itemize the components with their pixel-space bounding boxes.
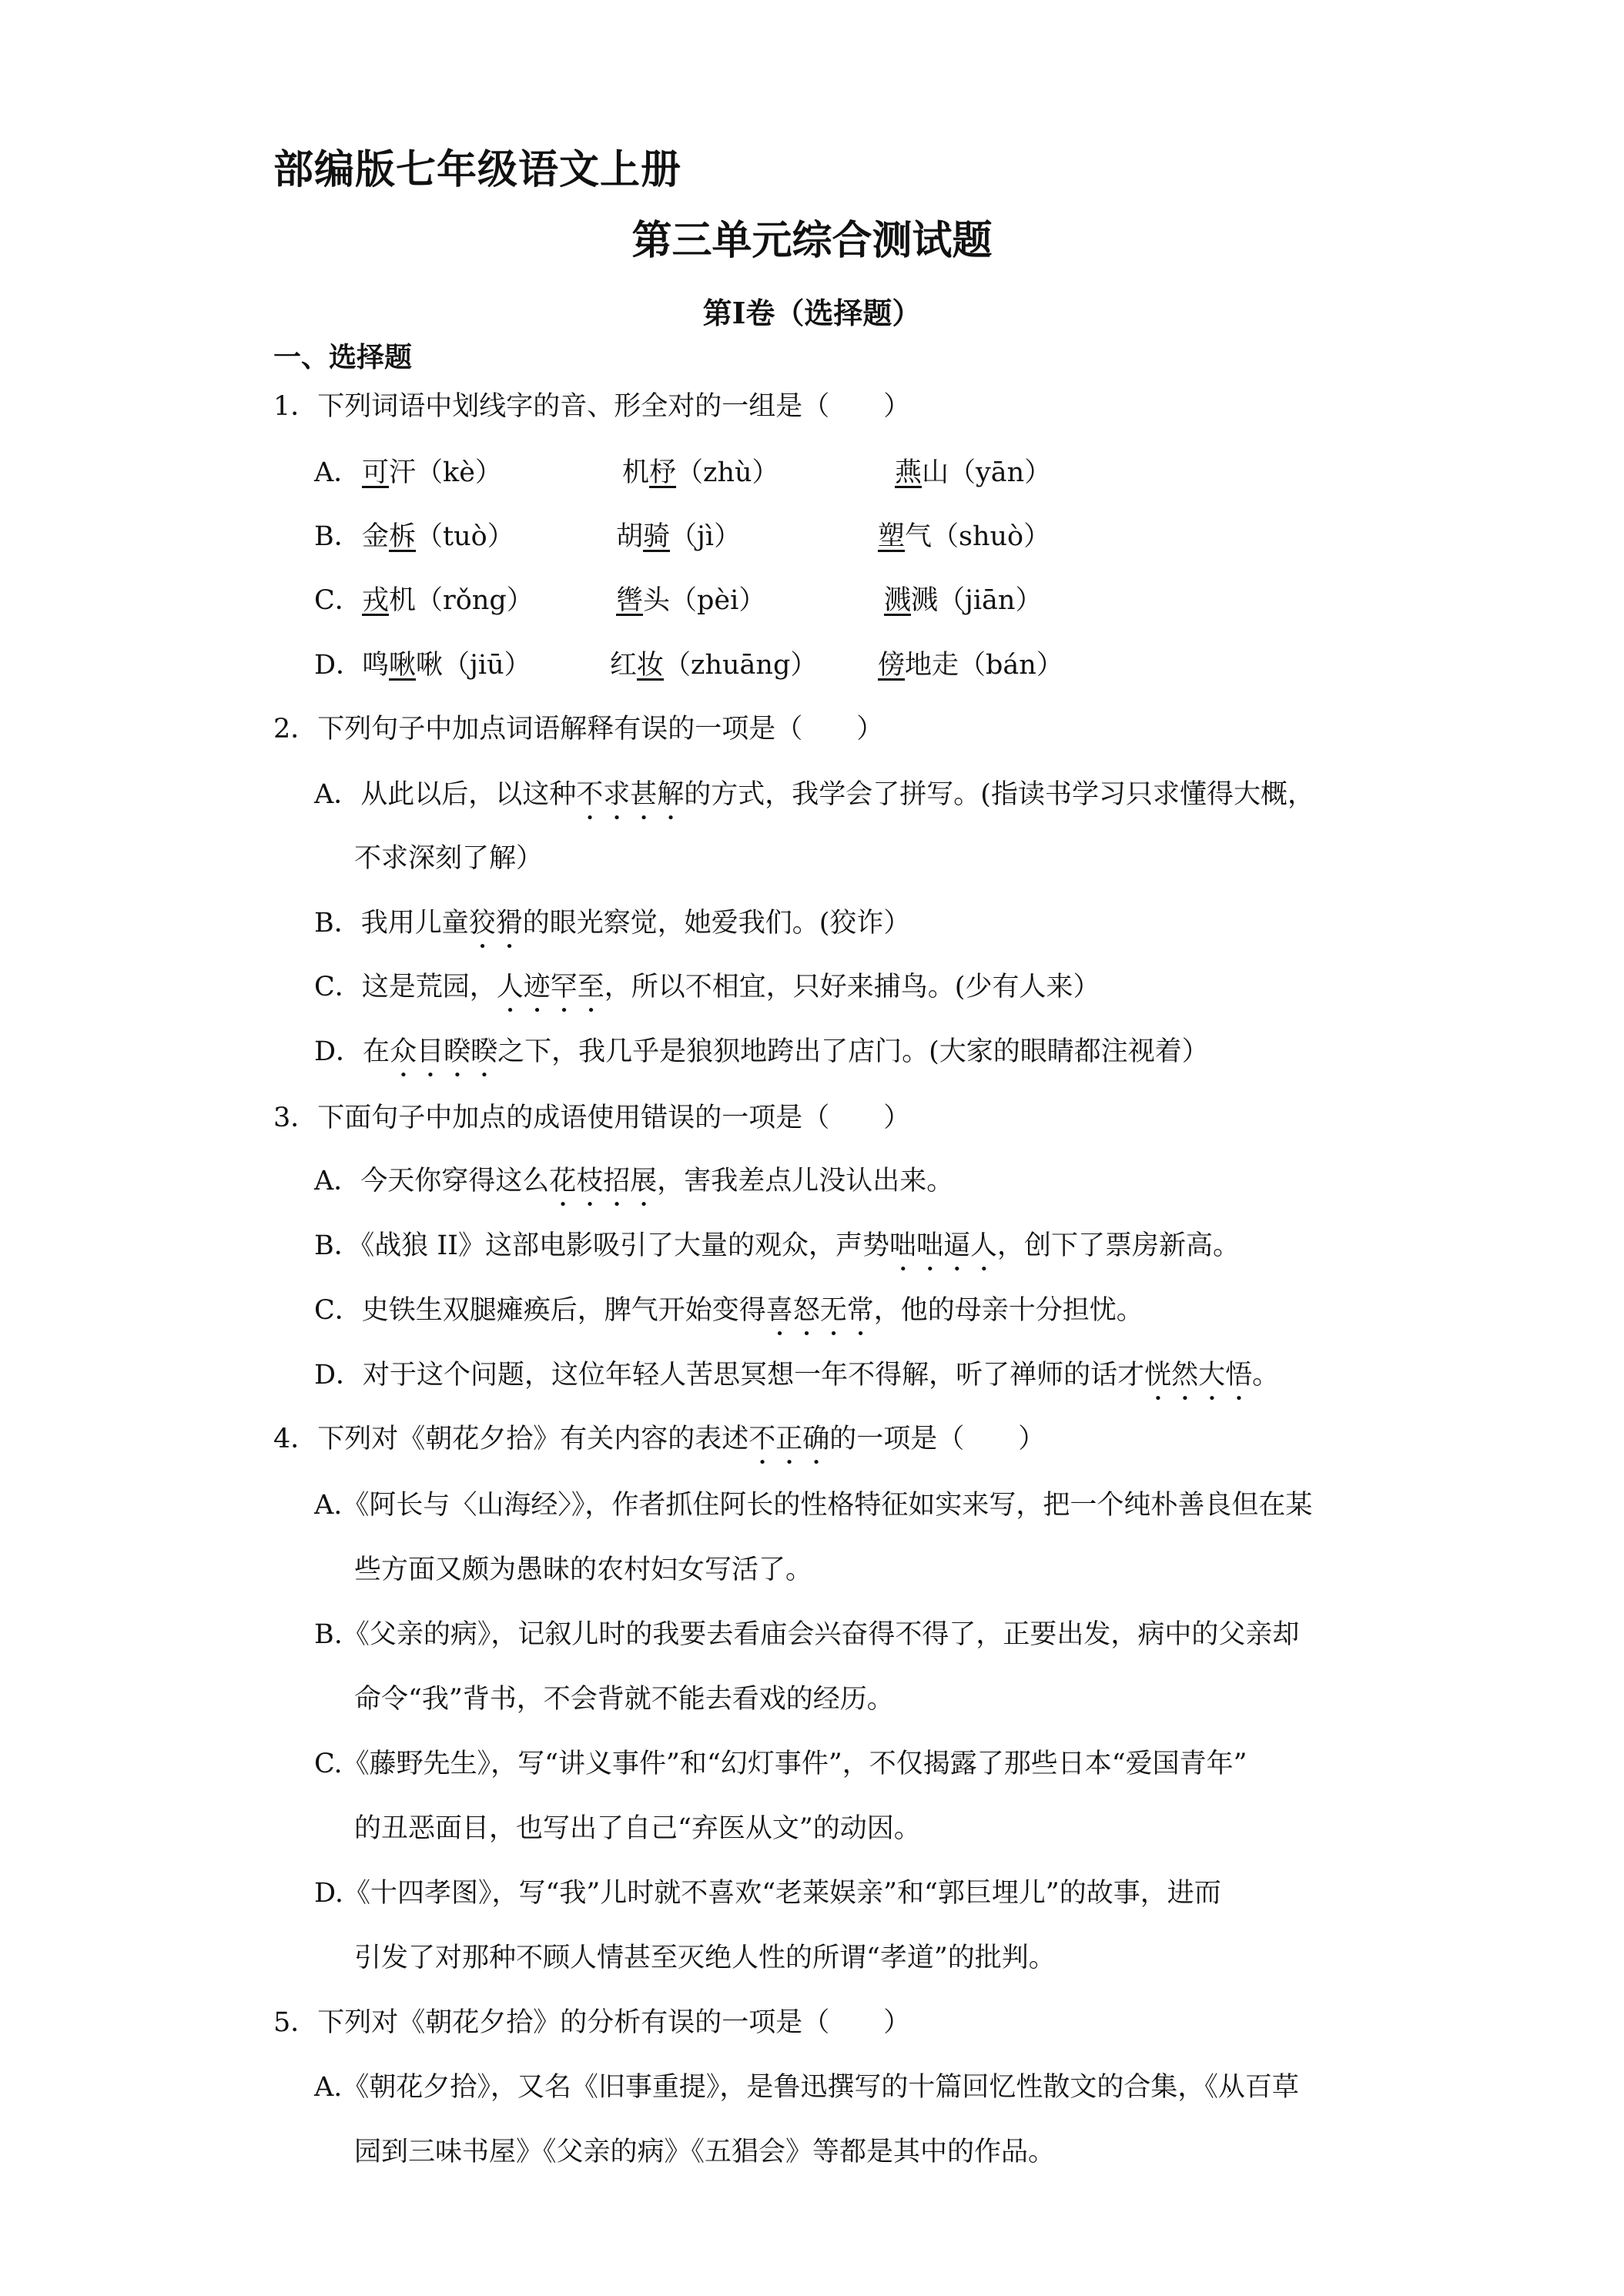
q5-option-a-continued: 园到三味书屋》《父亲的病》《五猖会》等都是其中的作品。 xyxy=(354,2137,1056,2167)
q1-d-word3: 傍地走（bán） xyxy=(878,650,1063,681)
q1-d-word2: 红妆（zhuāng） xyxy=(610,650,818,681)
q1-b-word1: 金柝（tuò） xyxy=(362,521,514,552)
q1-option-d-label: D． xyxy=(314,650,363,681)
q1-b-word3: 塑气（shuò） xyxy=(878,521,1051,552)
section-heading: 一、选择题 xyxy=(273,342,413,373)
q4-option-d: D.《十四孝图》，写“我”儿时就不喜欢“老莱娱亲”和“郭巨埋儿”的故事，进而 xyxy=(314,1878,1221,1909)
q1-option-b-label: B． xyxy=(314,521,361,552)
test-title: 第三单元综合测试题 xyxy=(631,218,993,264)
q2-option-a-continued: 不求深刻了解） xyxy=(354,843,544,874)
q4-option-c: C.《藤野先生》，写“讲义事件”和“幻灯事件”，不仅揭露了那些日本“爱国青年” xyxy=(314,1749,1247,1779)
q4-option-d-continued: 引发了对那种不顾人情甚至灭绝人性的所谓“孝道”的批判。 xyxy=(354,1943,1056,1973)
q4-option-a-continued: 些方面又颇为愚昧的农村妇女写活了。 xyxy=(354,1555,813,1585)
q3-option-c: C．史铁生双腿瘫痪后，脾气开始变得喜怒无常，他的母亲十分担忧。 xyxy=(314,1295,1143,1326)
q3-option-a: A．今天你穿得这么花枝招展，害我差点儿没认出来。 xyxy=(314,1166,954,1197)
book-title: 部编版七年级语文上册 xyxy=(273,147,682,193)
q4-option-c-continued: 的丑恶面目，也写出了自己“弃医从文”的动因。 xyxy=(354,1813,921,1844)
question-5-stem: 5．下列对《朝花夕拾》的分析有误的一项是（ ） xyxy=(273,2007,911,2038)
q4-option-b-continued: 命令“我”背书，不会背就不能去看戏的经历。 xyxy=(354,1684,894,1715)
q1-c-word2: 辔头（pèi） xyxy=(616,585,766,616)
q1-a-word2: 机杼（zhù） xyxy=(622,457,779,488)
q2-option-d: D．在众目睽睽之下，我几乎是狼狈地跨出了店门。(大家的眼睛都注视着） xyxy=(314,1036,1209,1067)
q1-c-word3: 溅溅（jiān） xyxy=(884,585,1043,616)
q4-option-b: B.《父亲的病》，记叙儿时的我要去看庙会兴奋得不得了，正要出发，病中的父亲却 xyxy=(314,1619,1300,1650)
q1-option-a-label: A． xyxy=(314,457,361,488)
q3-option-b: B．《战狼 II》这部电影吸引了大量的观众，声势咄咄逼人，创下了票房新高。 xyxy=(314,1230,1241,1261)
question-4-stem: 4．下列对《朝花夕拾》有关内容的表述不正确的一项是（ ） xyxy=(273,1424,1046,1454)
q2-option-c: C．这是荒园，人迹罕至，所以不相宜，只好来捕鸟。(少有人来） xyxy=(314,972,1100,1002)
q5-option-a: A.《朝花夕拾》，又名《旧事重提》，是鲁迅撰写的十篇回忆性散文的合集，《从百草 xyxy=(314,2072,1299,2103)
q1-option-c-label: C． xyxy=(314,585,362,616)
question-1-stem: 1．下列词语中划线字的音、形全对的一组是（ ） xyxy=(273,391,911,422)
q1-c-word1: 戎机（rǒng） xyxy=(362,585,534,616)
q1-b-word2: 胡骑（jì） xyxy=(616,521,742,552)
q1-a-word3: 燕山（yān） xyxy=(895,457,1052,488)
q1-a-word1: 可汗（kè） xyxy=(362,457,502,488)
question-2-stem: 2．下列句子中加点词语解释有误的一项是（ ） xyxy=(273,714,884,745)
part-title: 第Ⅰ卷（选择题） xyxy=(702,296,922,330)
question-3-stem: 3．下面句子中加点的成语使用错误的一项是（ ） xyxy=(273,1103,911,1133)
q3-option-d: D．对于这个问题，这位年轻人苦思冥想一年不得解，听了禅师的话才恍然大悟。 xyxy=(314,1360,1280,1391)
q2-option-a: A．从此以后，以这种不求甚解的方式，我学会了拼写。(指读书学习只求懂得大概， xyxy=(314,779,1314,810)
q1-d-word1: 鸣啾啾（jiū） xyxy=(362,650,531,681)
q2-option-b: B．我用儿童狡猾的眼光察觉，她爱我们。(狡诈） xyxy=(314,908,911,939)
q4-option-a: A.《阿长与〈山海经〉》，作者抓住阿长的性格特征如实来写，把一个纯朴善良但在某 xyxy=(314,1490,1313,1521)
